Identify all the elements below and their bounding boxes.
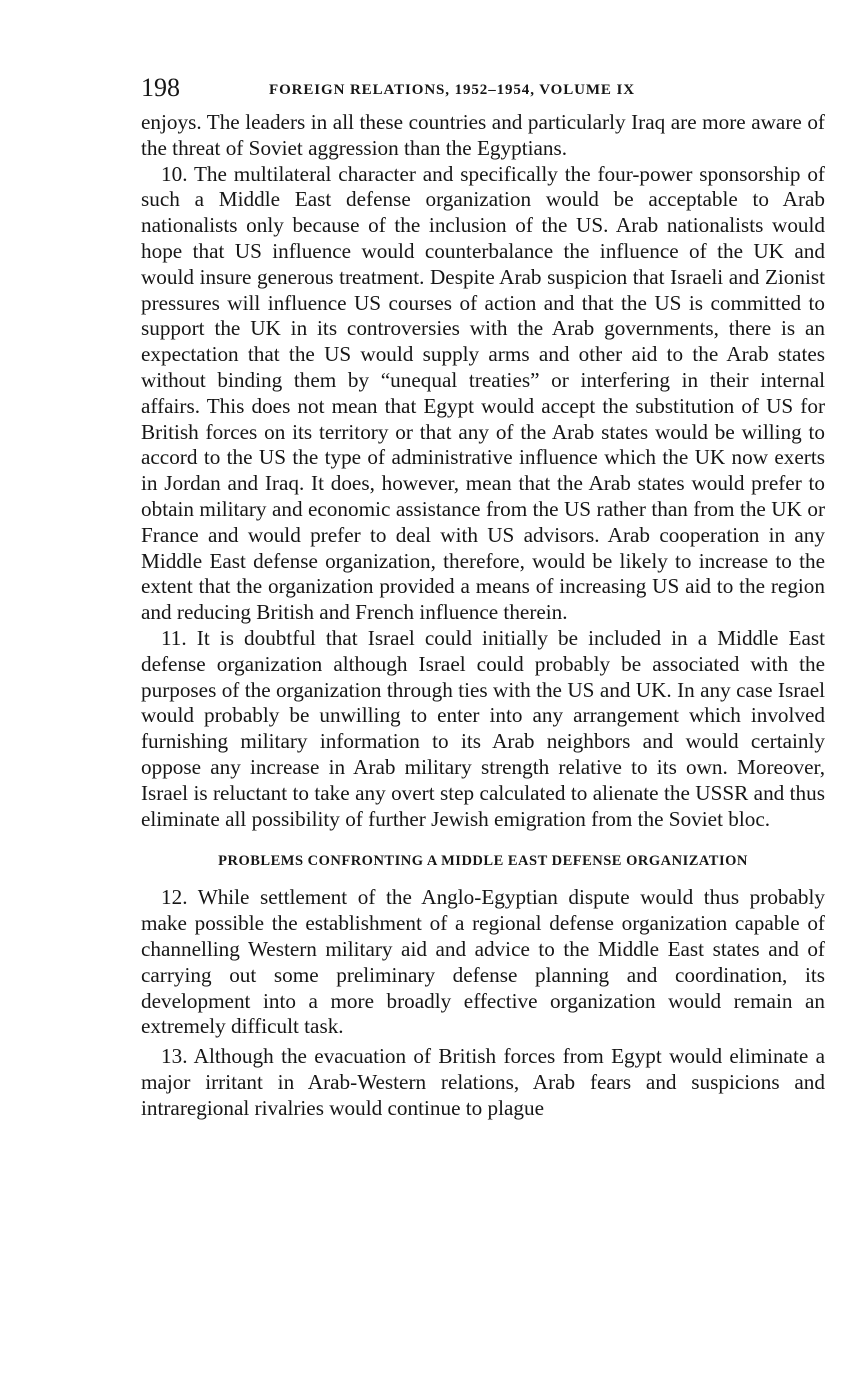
page-number: 198	[141, 73, 180, 102]
paragraph-13: 13. Although the evacuation of British forces from Egypt would eliminate a major irritant in Arab-Western relations, Arab fears and suspicions and intraregional rivalries would continue to plague	[141, 1044, 825, 1120]
paragraph-10: 10. The multilateral character and specifically the four-power sponsorship of such a Middle East defense organization would be acceptable to Arab nationalists only because of the inclusion of the US. Arab nationalists would hope that US influence would counterbalance the influence of the UK and would insure generous treatment. Despite Arab suspicion that Israeli and Zionist pressures will influence US courses of action and that the US is committed to support the UK in its controversies with the Arab governments, there is an expectation that the US would supply arms and other aid to the Arab states without binding them by “unequal treaties” or interfering in their internal affairs. This does not mean that Egypt would accept the substitution of US for British forces on its territory or that any of the Arab states would be willing to accord to the US the type of administrative influence which the UK now exerts in Jordan and Iraq. It does, however, mean that the Arab states would prefer to obtain military and economic assistance from the US rather than from the UK or France and would prefer to deal with US advisors. Arab cooperation in any Middle East defense organization, therefore, would be likely to increase to the extent that the organization provided a means of increasing US aid to the region and reducing British and French influence therein.	[141, 161, 825, 625]
paragraph-12: 12. While settlement of the Anglo-Egyptian dispute would thus probably make possible the establishment of a regional defense organization capable of channelling Western military aid and advice to the Middle East states and of carrying out some preliminary defense planning and coordination, its development into a more broadly effective organization would remain an extremely difficult task.	[141, 885, 825, 1039]
running-header	[141, 70, 825, 110]
paragraph-11: 11. It is doubtful that Israel could initially be included in a Middle East defense organization although Israel could probably be associated with the purposes of the organization through ties with the US and UK. In any case Israel would probably be unwilling to enter into any arrangement which involved furnishing military information to its Arab neighbors and would certainly oppose any increase in Arab military strength relative to its own. Moreover, Israel is reluctant to take any overt step calculated to alienate the USSR and thus eliminate all possibility of further Jewish emigration from the Soviet bloc.	[141, 625, 825, 831]
body-text	[141, 110, 825, 1121]
document-page	[141, 70, 825, 1121]
running-header-title: FOREIGN RELATIONS, 1952–1954, VOLUME IX	[269, 82, 635, 98]
paragraph-continued: enjoys. The leaders in all these countries and particularly Iraq are more aware of the threat of Soviet aggression than the Egyptians.	[141, 110, 825, 160]
section-heading: PROBLEMS CONFRONTING A MIDDLE EAST DEFENSE ORGANIZATION	[218, 853, 748, 870]
